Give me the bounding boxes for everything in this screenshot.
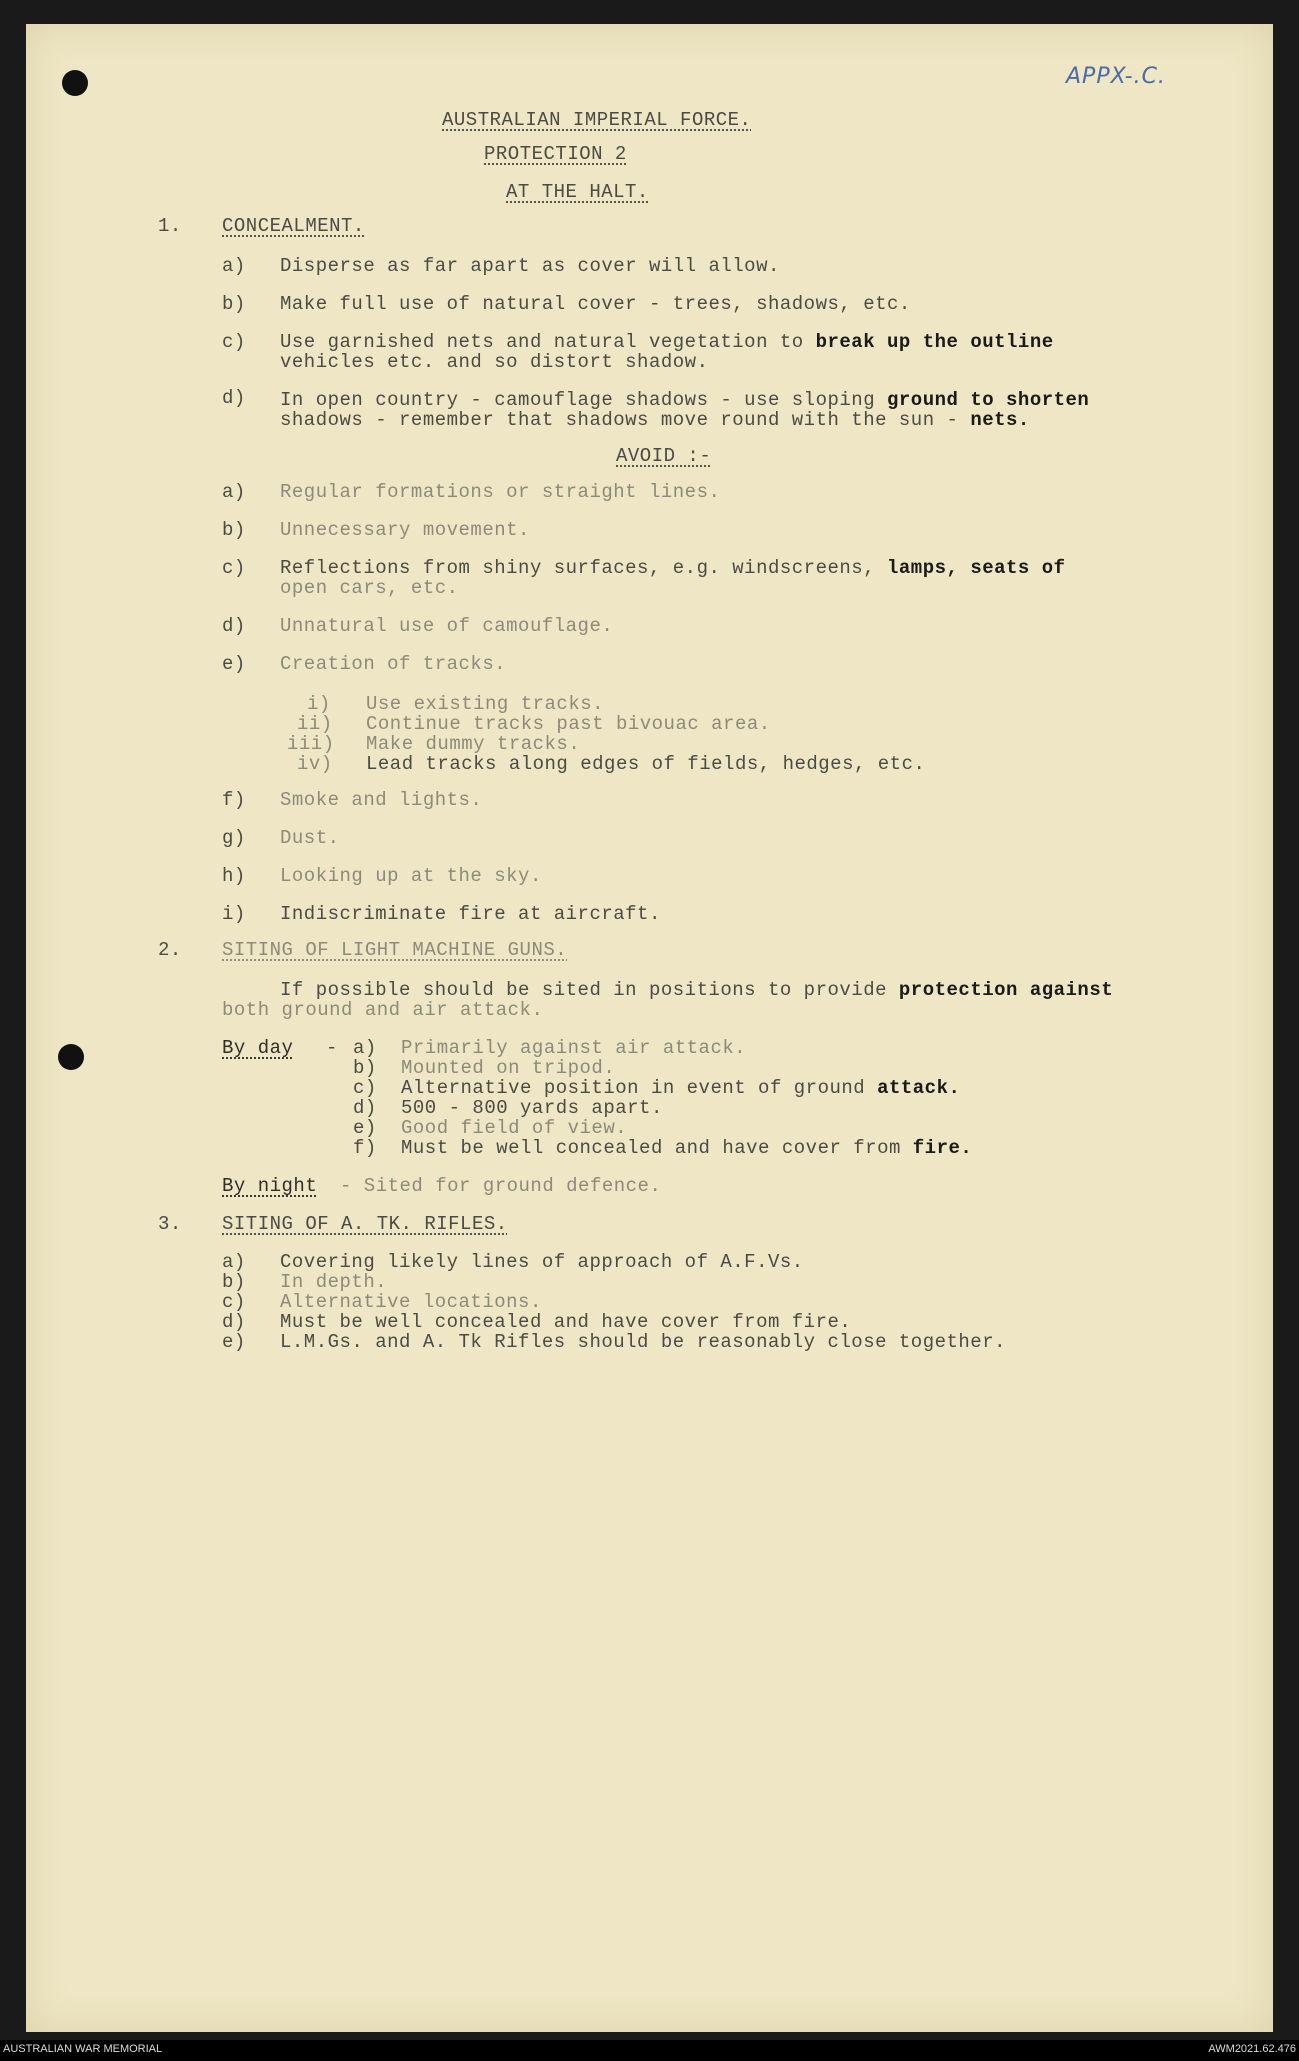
handwritten-annotation: APPX-.C. xyxy=(1066,64,1166,89)
punch-hole xyxy=(62,70,88,96)
item-marker: g) xyxy=(222,827,246,849)
item-text: Looking up at the sky. xyxy=(280,865,542,887)
subitem-marker: iii) xyxy=(287,733,335,755)
item-marker: a) xyxy=(222,481,246,503)
item-text-continued: open cars, etc. xyxy=(280,577,459,599)
item-marker: e) xyxy=(222,1331,246,1353)
item-text: Smoke and lights. xyxy=(280,789,483,811)
item-text: Make full use of natural cover - trees, shadows, etc. xyxy=(280,293,911,315)
item-text: Must be well concealed and have cover from fire. xyxy=(401,1137,973,1159)
item-text: Alternative position in event of ground attack. xyxy=(401,1077,961,1099)
item-text: L.M.Gs. and A. Tk Rifles should be reasonably close together. xyxy=(280,1331,1007,1353)
punch-hole xyxy=(58,1044,84,1070)
subitem-text: Lead tracks along edges of fields, hedges, etc. xyxy=(366,753,926,775)
section-number: 3. xyxy=(158,1213,182,1235)
section-title: SITING OF LIGHT MACHINE GUNS. xyxy=(222,939,568,961)
subitem-marker: i) xyxy=(307,693,331,715)
subitem-text: Use existing tracks. xyxy=(366,693,605,715)
item-text-continued: shadows - remember that shadows move round with the sun - nets. xyxy=(280,409,1030,431)
avoid-heading: AVOID :- xyxy=(616,445,712,467)
item-text: Alternative locations. xyxy=(280,1291,542,1313)
item-marker: a) xyxy=(222,255,246,277)
footer-reference: AWM2021.62.476 xyxy=(1208,2043,1296,2055)
by-day-dash: - xyxy=(326,1037,338,1059)
item-text: Reflections from shiny surfaces, e.g. windscreens, lamps, seats of xyxy=(280,557,1066,579)
item-text: Must be well concealed and have cover from fire. xyxy=(280,1311,852,1333)
item-marker: b) xyxy=(222,1271,246,1293)
item-marker: i) xyxy=(222,903,246,925)
item-text: Dust. xyxy=(280,827,340,849)
document-page xyxy=(26,24,1273,2032)
item-text: Creation of tracks. xyxy=(280,653,507,675)
item-marker: d) xyxy=(353,1097,377,1119)
item-text: In open country - camouflage shadows - use sloping ground to shorten xyxy=(280,389,1090,411)
item-text: Covering likely lines of approach of A.F.Vs. xyxy=(280,1251,804,1273)
subitem-text: Continue tracks past bivouac area. xyxy=(366,713,771,735)
item-marker: e) xyxy=(353,1117,377,1139)
org-heading: AUSTRALIAN IMPERIAL FORCE. xyxy=(442,109,752,131)
item-marker: c) xyxy=(222,331,246,353)
item-text: Unnatural use of camouflage. xyxy=(280,615,614,637)
section-number: 1. xyxy=(158,215,182,237)
subitem-marker: iv) xyxy=(297,753,333,775)
footer-institution: AUSTRALIAN WAR MEMORIAL xyxy=(3,2043,163,2055)
item-marker: a) xyxy=(353,1037,377,1059)
section-number: 2. xyxy=(158,939,182,961)
item-marker: b) xyxy=(222,293,246,315)
item-marker: e) xyxy=(222,653,246,675)
item-marker: f) xyxy=(353,1137,377,1159)
item-text: Disperse as far apart as cover will allow. xyxy=(280,255,780,277)
doc-title: PROTECTION 2 xyxy=(484,143,627,165)
item-marker: d) xyxy=(222,1311,246,1333)
item-marker: d) xyxy=(222,615,246,637)
item-marker: c) xyxy=(222,557,246,579)
item-marker: a) xyxy=(222,1251,246,1273)
doc-subtitle: AT THE HALT. xyxy=(506,181,649,203)
item-marker: c) xyxy=(353,1077,377,1099)
paragraph-text-continued: both ground and air attack. xyxy=(222,999,544,1021)
item-marker: b) xyxy=(222,519,246,541)
item-text: In depth. xyxy=(280,1271,388,1293)
item-text: Regular formations or straight lines. xyxy=(280,481,721,503)
item-text: Indiscriminate fire at aircraft. xyxy=(280,903,661,925)
subitem-text: Make dummy tracks. xyxy=(366,733,581,755)
archive-footer xyxy=(0,2040,1299,2061)
by-night-text: - Sited for ground defence. xyxy=(340,1175,662,1197)
paragraph-text: If possible should be sited in positions to provide protection against xyxy=(280,979,1114,1001)
section-title: SITING OF A. TK. RIFLES. xyxy=(222,1213,508,1235)
item-text-continued: vehicles etc. and so distort shadow. xyxy=(280,351,709,373)
by-day-label: By day xyxy=(222,1037,294,1059)
item-text: Primarily against air attack. xyxy=(401,1037,747,1059)
by-night-label: By night xyxy=(222,1175,318,1197)
item-text: Use garnished nets and natural vegetation to break up the outline xyxy=(280,331,1054,353)
item-marker: h) xyxy=(222,865,246,887)
item-text: Mounted on tripod. xyxy=(401,1057,616,1079)
item-marker: f) xyxy=(222,789,246,811)
item-text: 500 - 800 yards apart. xyxy=(401,1097,663,1119)
section-title: CONCEALMENT. xyxy=(222,215,365,237)
item-marker: c) xyxy=(222,1291,246,1313)
item-marker: d) xyxy=(222,387,246,409)
item-text: Good field of view. xyxy=(401,1117,628,1139)
subitem-marker: ii) xyxy=(297,713,333,735)
item-text: Unnecessary movement. xyxy=(280,519,530,541)
item-marker: b) xyxy=(353,1057,377,1079)
